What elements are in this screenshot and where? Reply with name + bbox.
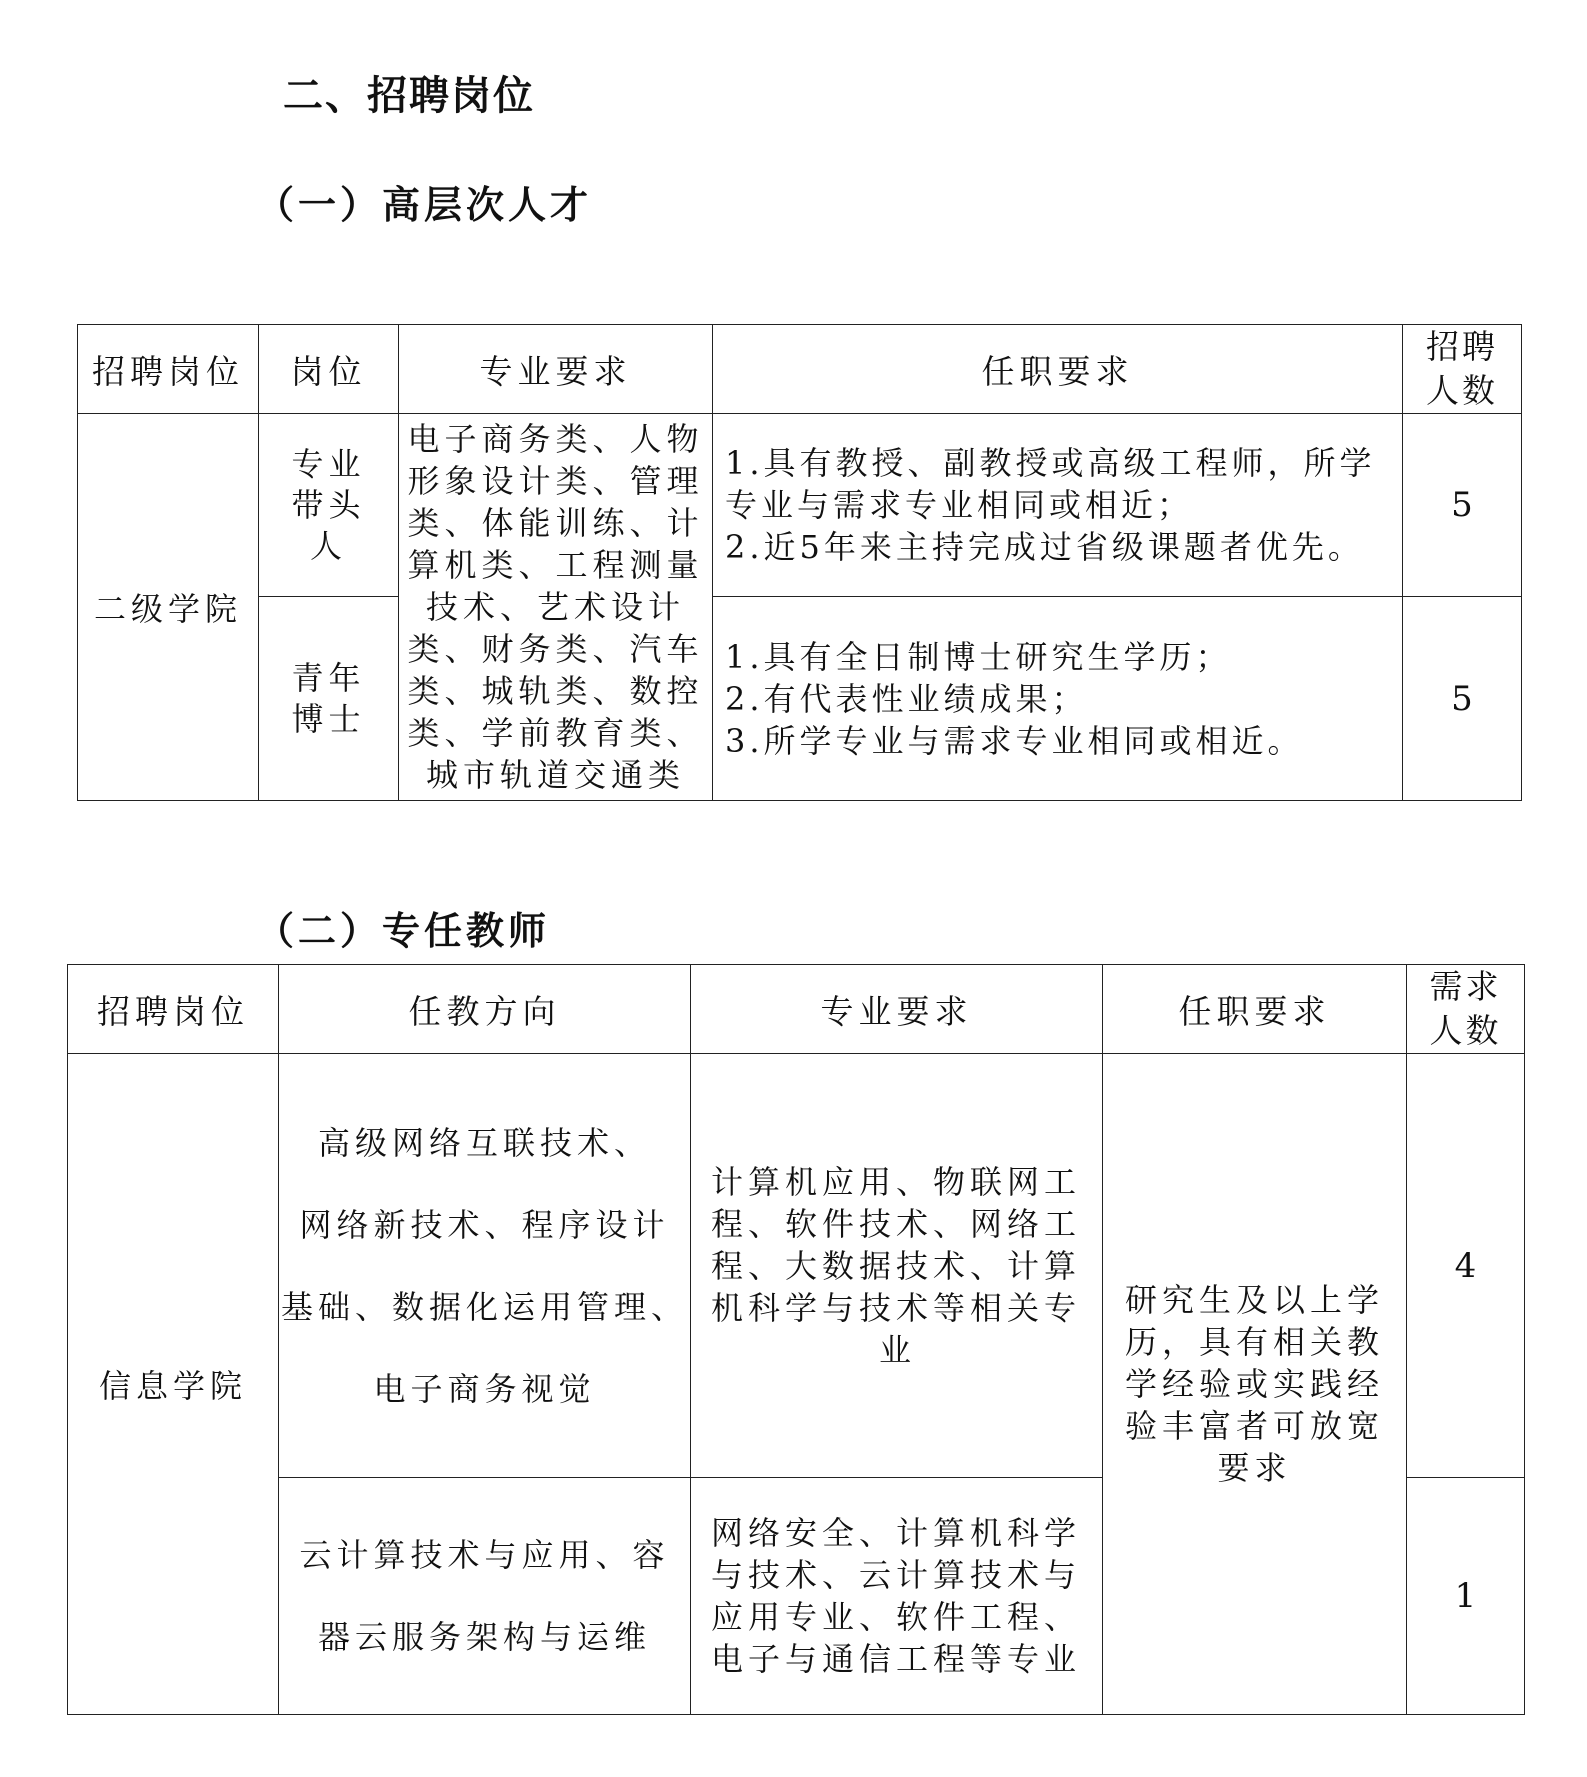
header-major: 专业要求 [691,965,1103,1054]
unit-cell: 信息学院 [68,1054,279,1715]
post-line: 专业 [291,444,366,483]
post-line: 带头 [291,485,366,524]
duty-text-last: 要求 [1217,1449,1292,1487]
direction-line: 网络新技术、程序设计 [299,1205,670,1244]
header-position: 招聘岗位 [68,965,279,1054]
unit-cell: 二级学院 [78,414,259,801]
header-count-line2: 人数 [1429,1011,1502,1050]
duty-line: 2.近5年来主持完成过省级课题者优先。 [725,528,1364,567]
duty-cell [713,414,1403,597]
table-row [78,597,1522,801]
duty-line: 3.所学专业与需求专业相同或相近。 [725,721,1304,760]
duty-line: 2.有代表性业绩成果； [725,679,1088,718]
post-cell [259,414,399,597]
post-line: 博士 [291,699,366,738]
major-requirement-cell: 电子商务类、人物形象设计类、管理类、体能训练、计算机类、工程测量技术、艺术设计类、财务类、汽车类、城轨类、数控类、学前教育类、城市轨道交通类 [399,414,713,801]
header-direction: 任教方向 [279,965,691,1054]
direction-cell [279,1478,691,1715]
table-header-row [68,965,1525,1054]
header-count-line1: 招聘 [1426,327,1498,366]
post-line: 人 [309,526,347,565]
post-line: 青年 [291,658,366,697]
major-text: 计算机应用、物联网工程、软件技术、网络工程、大数据技术、计算机科学与技术等相关专 [711,1162,1082,1327]
duty-line: 1.具有全日制博士研究生学历； [725,637,1232,676]
header-duty: 任职要求 [1103,965,1407,1054]
header-count-line1: 需求 [1429,967,1502,1006]
full-time-teachers-table [67,964,1525,1715]
header-count-line2: 人数 [1426,371,1498,410]
count-cell: 5 [1403,597,1522,801]
count-cell: 4 [1407,1054,1525,1478]
subtitle-high-level-talent: （一）高层次人才 [256,183,593,227]
direction-line: 器云服务架构与运维 [317,1618,651,1656]
header-count [1407,965,1525,1054]
section-title: 二、招聘岗位 [283,73,535,119]
duty-text: 研究生及以上学历，具有相关教学经验或实践经验丰富者可放宽 [1125,1281,1385,1445]
duty-cell [713,597,1403,801]
header-duty: 任职要求 [713,325,1403,414]
direction-line: 云计算技术与应用、容 [299,1536,670,1574]
subtitle-full-time-teachers: （二）专任教师 [256,909,551,953]
major-requirement-cell [691,1054,1103,1478]
duty-line: 1.具有教授、副教授或高级工程师，所学专业与需求专业相同或相近； [725,444,1376,525]
direction-line: 电子商务视觉 [373,1369,596,1408]
table-row [68,1054,1525,1478]
direction-cell [279,1054,691,1478]
header-major: 专业要求 [399,325,713,414]
direction-line: 高级网络互联技术、 [317,1123,651,1162]
major-text-last: 业 [878,1330,916,1369]
header-position: 招聘岗位 [78,325,259,414]
post-cell [259,597,399,801]
table-row [78,414,1522,597]
count-cell: 1 [1407,1478,1525,1715]
table-header-row [78,325,1522,414]
header-post: 岗位 [259,325,399,414]
major-requirement-cell: 网络安全、计算机科学与技术、云计算技术与应用专业、软件工程、电子与通信工程等专业 [691,1478,1103,1715]
duty-cell [1103,1054,1407,1715]
high-level-talent-table [77,324,1522,801]
direction-line: 基础、数据化运用管理、 [280,1287,688,1326]
count-cell: 5 [1403,414,1522,597]
header-count [1403,325,1522,414]
